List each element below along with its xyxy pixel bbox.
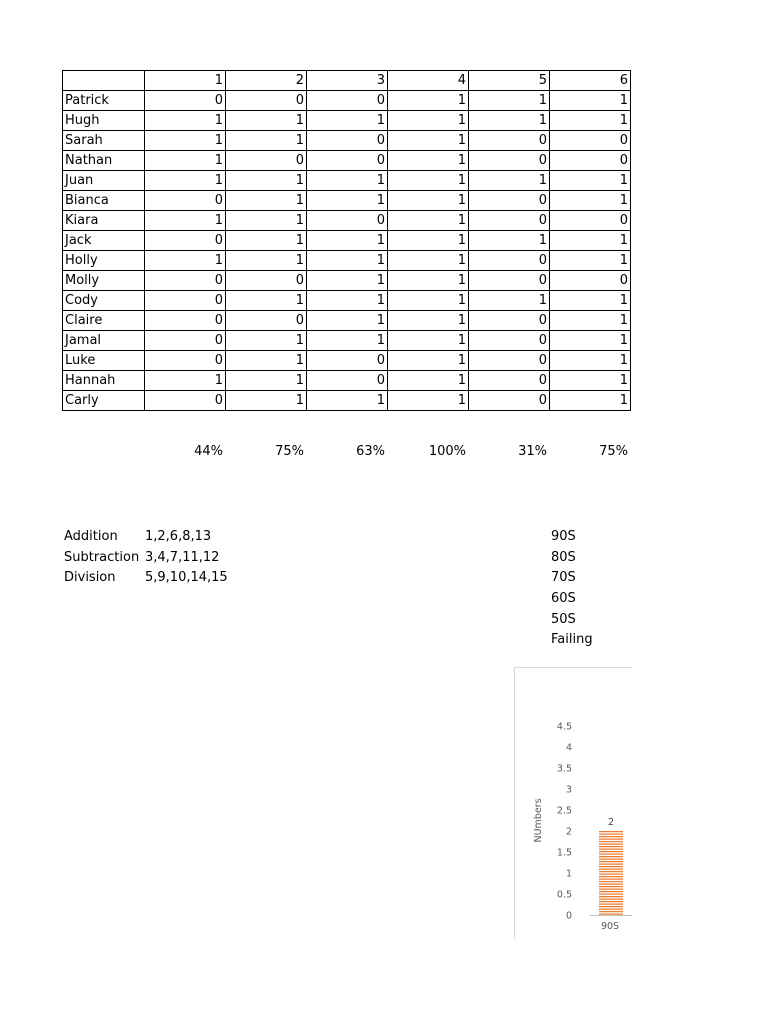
y-tick-label: 4.5: [556, 721, 572, 733]
score-cell: 0: [469, 371, 550, 391]
score-cell: 1: [388, 311, 469, 331]
student-name: Jamal: [63, 331, 145, 351]
score-cell: 0: [307, 91, 388, 111]
grade-range-label: 80S: [551, 549, 576, 565]
table-row: [63, 111, 631, 131]
score-cell: 1: [145, 251, 226, 271]
score-cell: 1: [388, 331, 469, 351]
table-row: [63, 231, 631, 251]
score-cell: 0: [145, 331, 226, 351]
score-cell: 1: [145, 211, 226, 231]
student-name: Hugh: [63, 111, 145, 131]
score-cell: 1: [226, 131, 307, 151]
student-name: Juan: [63, 171, 145, 191]
header-cell: 2: [226, 71, 307, 91]
score-cell: 0: [469, 251, 550, 271]
score-cell: 1: [550, 311, 631, 331]
score-cell: 0: [469, 331, 550, 351]
score-cell: 0: [145, 91, 226, 111]
student-name: Cody: [63, 291, 145, 311]
score-cell: 1: [226, 371, 307, 391]
score-cell: 1: [226, 291, 307, 311]
table-row: [63, 151, 631, 171]
score-cell: 1: [307, 291, 388, 311]
y-tick-label: 4: [565, 742, 572, 754]
student-name: Hannah: [63, 371, 145, 391]
score-cell: 0: [469, 271, 550, 291]
header-cell: 1: [145, 71, 226, 91]
score-cell: 0: [469, 351, 550, 371]
score-cell: 1: [145, 371, 226, 391]
score-cell: 1: [388, 171, 469, 191]
table-row: [63, 331, 631, 351]
table-row: [63, 131, 631, 151]
score-cell: 1: [307, 111, 388, 131]
score-cell: 1: [307, 311, 388, 331]
score-cell: 0: [307, 351, 388, 371]
score-cell: 0: [145, 311, 226, 331]
score-cell: 1: [550, 251, 631, 271]
score-cell: 1: [307, 331, 388, 351]
score-cell: 0: [550, 151, 631, 171]
score-cell: 1: [226, 211, 307, 231]
table-row: [63, 351, 631, 371]
score-cell: 1: [550, 371, 631, 391]
score-cell: 0: [307, 371, 388, 391]
score-cell: 1: [388, 151, 469, 171]
score-cell: 1: [469, 231, 550, 251]
score-cell: 1: [226, 191, 307, 211]
percentage-value: 44%: [194, 444, 223, 459]
score-cell: 1: [550, 231, 631, 251]
score-cell: 1: [469, 291, 550, 311]
score-cell: 0: [307, 211, 388, 231]
student-name: Sarah: [63, 131, 145, 151]
bar-chart: [514, 667, 632, 939]
score-cell: 0: [469, 191, 550, 211]
category-questions: 3,4,7,11,12: [145, 549, 220, 565]
score-cell: 1: [307, 391, 388, 411]
table-header-row: [63, 71, 631, 91]
percentage-value: 75%: [275, 444, 304, 459]
category-questions: 1,2,6,8,13: [145, 529, 212, 544]
header-cell: 5: [469, 71, 550, 91]
score-cell: 0: [226, 311, 307, 331]
score-cell: 1: [307, 171, 388, 191]
score-cell: 1: [388, 211, 469, 231]
grade-table: [62, 70, 631, 411]
score-cell: 0: [469, 211, 550, 231]
data-label: 2: [607, 817, 615, 828]
y-tick-label: 1: [565, 868, 572, 880]
score-cell: 1: [388, 371, 469, 391]
score-cell: 0: [226, 271, 307, 291]
category-questions: 5,9,10,14,15: [145, 570, 228, 586]
category-row: [64, 548, 228, 569]
score-cell: 1: [388, 271, 469, 291]
score-cell: 1: [388, 251, 469, 271]
score-cell: 1: [388, 91, 469, 111]
score-cell: 0: [307, 131, 388, 151]
score-cell: 1: [226, 111, 307, 131]
student-name: Bianca: [63, 191, 145, 211]
score-cell: 0: [145, 351, 226, 371]
student-name: Claire: [63, 311, 145, 331]
score-cell: 0: [145, 191, 226, 211]
score-cell: 1: [226, 231, 307, 251]
table-row: [63, 211, 631, 231]
student-name: Jack: [63, 231, 145, 251]
y-tick-label: 1.5: [556, 847, 572, 859]
score-cell: 0: [469, 151, 550, 171]
score-cell: 0: [550, 271, 631, 291]
score-cell: 0: [145, 291, 226, 311]
table-row: [63, 171, 631, 191]
student-name: Molly: [63, 271, 145, 291]
y-tick-label: 3: [565, 784, 572, 796]
score-cell: 0: [226, 91, 307, 111]
y-tick-label: 3.5: [556, 763, 572, 775]
student-name: Carly: [63, 391, 145, 411]
table-row: [63, 91, 631, 111]
y-tick-label: 2.5: [556, 805, 572, 817]
chart-svg: [514, 667, 632, 939]
y-tick-label: 0: [565, 910, 572, 922]
percentage-row: [144, 444, 630, 459]
score-cell: 1: [550, 191, 631, 211]
table-row: [63, 251, 631, 271]
table-row: [63, 371, 631, 391]
grade-range-label: 50S: [551, 611, 576, 627]
category-label: Addition: [64, 529, 118, 544]
bar: [599, 832, 623, 915]
score-cell: 1: [307, 251, 388, 271]
score-cell: 1: [550, 351, 631, 371]
score-cell: 1: [226, 251, 307, 271]
percentage-value: 75%: [599, 444, 628, 459]
table-row: [63, 311, 631, 331]
grade-range-label: 60S: [551, 591, 576, 607]
score-cell: 1: [307, 191, 388, 211]
score-cell: 1: [388, 191, 469, 211]
score-cell: 1: [550, 391, 631, 411]
score-cell: 0: [307, 151, 388, 171]
score-cell: 1: [469, 171, 550, 191]
score-cell: 1: [145, 131, 226, 151]
table-row: [63, 391, 631, 411]
table-row: [63, 271, 631, 291]
score-cell: 0: [469, 391, 550, 411]
category-list: [64, 527, 228, 589]
student-name: Patrick: [63, 91, 145, 111]
score-cell: 1: [388, 131, 469, 151]
category-row: [64, 527, 228, 548]
student-name: Luke: [63, 351, 145, 371]
x-tick-label: 90S: [600, 921, 620, 932]
grade-range-label: 70S: [551, 570, 576, 586]
percentage-value: 63%: [356, 444, 385, 459]
score-cell: 1: [388, 111, 469, 131]
score-cell: 0: [550, 211, 631, 231]
table-row: [63, 291, 631, 311]
header-cell: 6: [550, 71, 631, 91]
score-cell: 1: [226, 171, 307, 191]
student-name: Kiara: [63, 211, 145, 231]
score-cell: 0: [226, 151, 307, 171]
score-cell: 1: [145, 111, 226, 131]
grade-range-label: 90S: [551, 529, 576, 544]
score-cell: 1: [226, 331, 307, 351]
score-cell: 0: [145, 231, 226, 251]
score-cell: 1: [145, 151, 226, 171]
score-cell: 1: [550, 111, 631, 131]
score-cell: 1: [550, 291, 631, 311]
score-cell: 1: [388, 391, 469, 411]
score-cell: 0: [145, 271, 226, 291]
score-cell: 1: [550, 91, 631, 111]
header-cell: 4: [388, 71, 469, 91]
table-row: [63, 191, 631, 211]
score-cell: 0: [550, 131, 631, 151]
header-cell: [63, 71, 145, 91]
grade-range-list: [551, 527, 593, 651]
score-cell: 1: [388, 291, 469, 311]
score-cell: 0: [469, 311, 550, 331]
score-cell: 1: [307, 271, 388, 291]
score-cell: 1: [226, 391, 307, 411]
category-row: [64, 568, 228, 589]
y-axis-label: NUmbers: [533, 798, 544, 843]
score-cell: 1: [307, 231, 388, 251]
y-tick-label: 2: [565, 826, 572, 838]
y-tick-label: 0.5: [556, 889, 572, 901]
score-cell: 0: [145, 391, 226, 411]
percentage-value: 31%: [518, 444, 547, 459]
score-cell: 1: [388, 231, 469, 251]
score-cell: 1: [226, 351, 307, 371]
grade-range-label: Failing: [551, 632, 593, 648]
header-cell: 3: [307, 71, 388, 91]
score-cell: 1: [388, 351, 469, 371]
percentage-value: 100%: [428, 444, 466, 459]
score-cell: 1: [145, 171, 226, 191]
score-cell: 1: [469, 91, 550, 111]
score-cell: 1: [550, 331, 631, 351]
category-label: Subtraction: [64, 549, 140, 565]
category-label: Division: [64, 570, 116, 586]
score-cell: 1: [469, 111, 550, 131]
student-name: Nathan: [63, 151, 145, 171]
score-cell: 1: [550, 171, 631, 191]
score-cell: 0: [469, 131, 550, 151]
student-name: Holly: [63, 251, 145, 271]
